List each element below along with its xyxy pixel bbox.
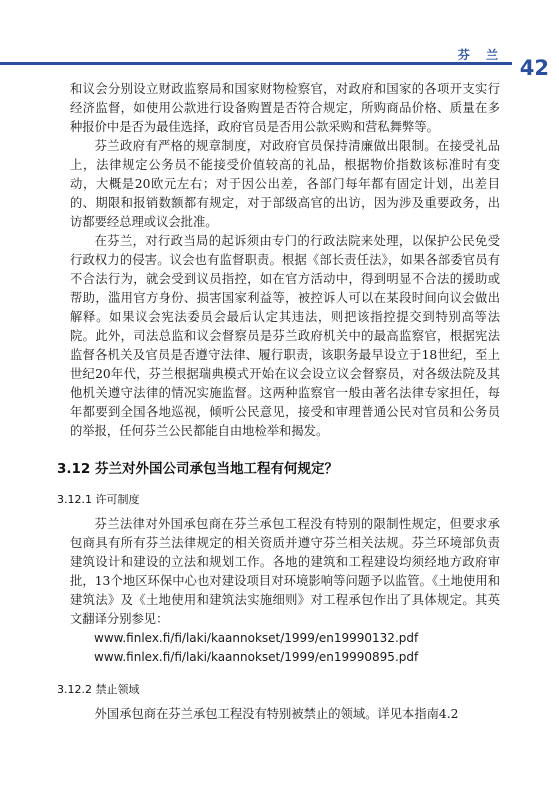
url-link[interactable]: www.finlex.fi/fi/laki/kaannokset/1999/en19990132.pdf	[94, 631, 419, 645]
section-title: 3.12 芬兰对外国公司承包当地工程有何规定？	[57, 461, 339, 477]
subsection-title-prohibited: 3.12.2 禁止领域	[57, 683, 140, 696]
page-number: 42	[519, 56, 549, 80]
header-rule	[0, 62, 512, 65]
paragraph-administrative-oversight: 在芬兰，对行政当局的起诉须由专门的行政法院来处理，以保护公民免受行政权力的侵害。议会也有监督职责。根据《部长责任法》，如果各部委官员有不合法行为，就会受到议员指控，如在官方活动中，得到明显不合法的援助或帮助，滥用官方身份、损害国家利益等，被控诉人可以在某段时间向议会做出解释。如果议会宪法委员会最后认定其违法，则把该指控提交到特别高等法院。此外，司法总监和议会督察员是芬兰政府机关中的最高监察官，根据宪法监督各机关及官员是否遵守法律、履行职责，该职务最早设立于18世纪，至上世纪20年代，芬兰根据瑞典模式开始在议会设立议会督察员，对各级法院及其他机关遵守法律的情况实施监督。这两种监察官一般由著名法律专家担任，每年都要到全国各地巡视，倾听公民意见，接受和审理普通公民对官员和公务员的举报，任何芬兰公民都能自由地检举和揭发。	[70, 234, 500, 438]
paragraph-continued: 和议会分别设立财政监察局和国家财物检察官，对政府和国家的各项开支实行经济监督，如使用公款进行设备购置是否符合规定，所购商品价格、质量在多种报价中是否为最佳选择，政府官员是否用公款采购和营私舞弊等。	[70, 82, 500, 134]
subsection-title-permit: 3.12.1 许可制度	[57, 493, 140, 506]
paragraph-prohibited: 外国承包商在芬兰承包工程没有特别被禁止的领域。详见本指南4.2	[94, 707, 459, 721]
header-label: 芬 兰	[457, 48, 504, 62]
paragraph-permit: 芬兰法律对外国承包商在芬兰承包工程没有特别的限制性规定，但要求承包商具有所有芬兰法律规定的相关资质并遵守芬兰相关法规。芬兰环境部负责建筑设计和建设的立法和规划工作。各地的建筑和工程建设均须经地方政府审批，13个地区环保中心也对建设项目对环境影响等问题予以监管。《土地使用和建筑法》及《土地使用和建筑法实施细则》对工程承包作出了具体规定。其英文翻译分别参见：	[70, 517, 500, 626]
page-content	[57, 80, 500, 724]
url-link[interactable]: www.finlex.fi/fi/laki/kaannokset/1999/en19990895.pdf	[94, 650, 419, 664]
paragraph-integrity-rules: 芬兰政府有严格的规章制度，对政府官员保持清廉做出限制。在接受礼品上，法律规定公务员不能接受价值较高的礼品，根据物价指数该标准时有变动，大概是20欧元左右；对于因公出差，各部门每年都有固定计划，出差目的、期限和报销数额都有规定，对于部级高官的出访，因为涉及重要政务，出访都要经总理或议会批准。	[70, 139, 500, 229]
